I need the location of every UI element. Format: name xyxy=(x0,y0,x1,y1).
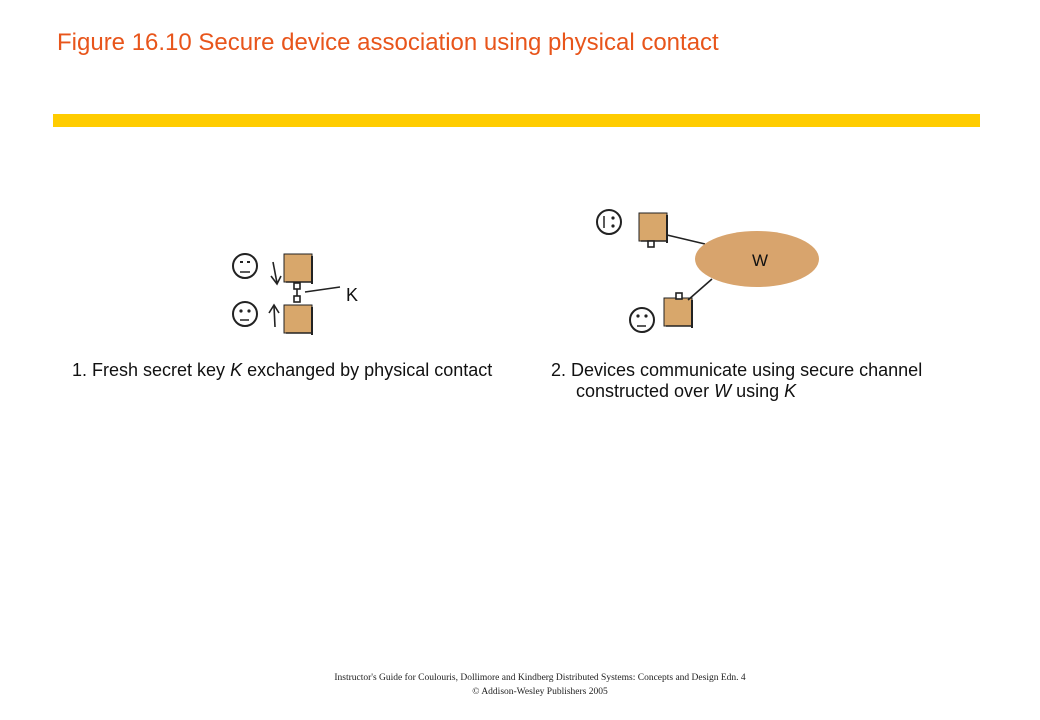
user-face-icon xyxy=(233,254,257,278)
connector-icon xyxy=(294,296,300,302)
step1-caption xyxy=(72,360,492,381)
arrow-down-icon xyxy=(271,262,281,284)
user-face-icon xyxy=(233,302,257,326)
footer-copyright: © Addison-Wesley Publishers 2005 xyxy=(472,687,608,697)
step2-caption xyxy=(551,360,922,402)
user-face-icon xyxy=(597,210,621,234)
arrow-up-icon xyxy=(269,305,279,327)
user-face-icon xyxy=(630,308,654,332)
footer-credit: Instructor's Guide for Coulouris, Dollimore and Kindberg Distributed Systems: Concepts and Design Edn. 4 xyxy=(334,673,746,683)
panel-secure-channel xyxy=(597,210,819,332)
connector-icon xyxy=(648,241,654,247)
step2-line2 xyxy=(551,381,922,402)
channel-link-line xyxy=(688,279,712,300)
device-icon xyxy=(284,305,312,335)
step1-suffix: exchanged by physical contact xyxy=(242,360,493,380)
step2-line2-prefix: constructed over xyxy=(576,381,715,401)
step1-prefix: 1. Fresh secret key xyxy=(72,360,231,380)
key-label: K xyxy=(346,285,359,305)
panel-physical-contact xyxy=(233,254,358,335)
channel-link-line xyxy=(667,235,705,244)
device-icon xyxy=(639,213,667,243)
step2-channel: W xyxy=(714,381,732,401)
channel-label: W xyxy=(751,251,769,270)
device-icon xyxy=(284,254,312,284)
step1-key: K xyxy=(230,360,243,380)
key-pointer-line xyxy=(305,287,340,292)
step2-line2-mid: using xyxy=(731,381,785,401)
page-title: Figure 16.10 Secure device association using physical contact xyxy=(57,29,719,56)
step2-key: K xyxy=(784,381,797,401)
step2-line1: 2. Devices communicate using secure channel xyxy=(551,360,923,380)
device-icon xyxy=(664,298,692,328)
connector-icon xyxy=(676,293,682,299)
connector-icon xyxy=(294,283,300,289)
